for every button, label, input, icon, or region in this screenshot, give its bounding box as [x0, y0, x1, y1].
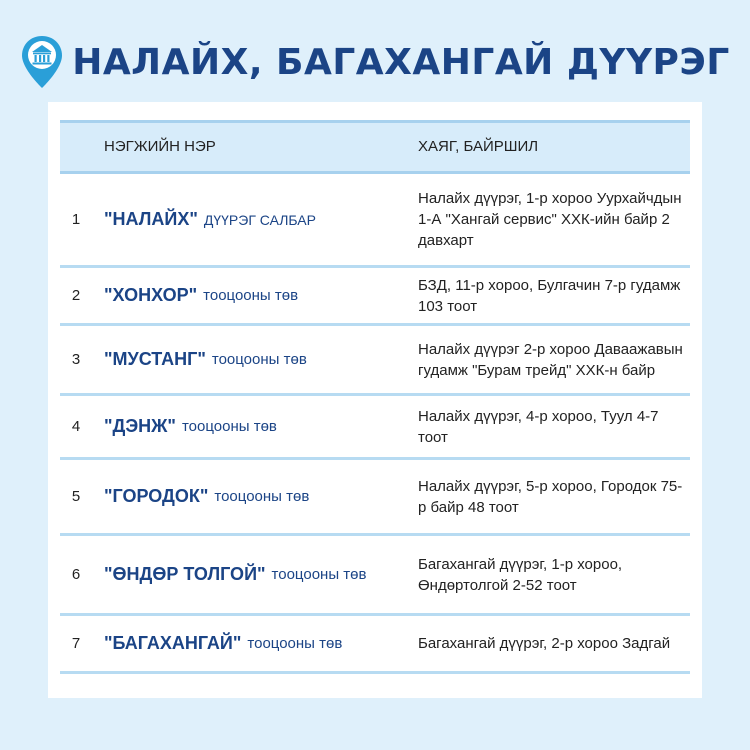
branch-address: Налайх дүүрэг 2-р хороо Даваажавын гудамж "Бурам трейд" ХХК-н байр: [418, 340, 683, 379]
branch-type: тооцооны төв: [247, 635, 343, 652]
row-number: 7: [71, 635, 81, 652]
branch-address: Багахангай дүүрэг, 2-р хороо Задгай: [418, 635, 671, 652]
branch-address: Налайх дүүрэг, 1-р хороо Уурхайчдын 1-А "Хангай сервис" ХХК-ийн байр 2 давхарт: [418, 190, 682, 249]
table-row: [60, 396, 690, 460]
branch-address: Налайх дүүрэг, 4-р хороо, Туул 4-7 тоот: [418, 407, 659, 446]
table-row: [60, 326, 690, 396]
branch-name: [104, 396, 404, 457]
table-row: [60, 460, 690, 536]
branch-type: тооцооны төв: [214, 488, 310, 505]
branch-address: Багахангай дүүрэг, 1-р хороо, Өндөртолгой 2-52 тоот: [418, 555, 623, 594]
row-number: 2: [71, 287, 81, 304]
branch-name: [104, 616, 404, 671]
column-header-name: НЭГЖИЙН НЭР: [104, 138, 216, 155]
row-number: 1: [71, 211, 81, 228]
branch-name: [104, 460, 404, 533]
row-number: 5: [71, 488, 81, 505]
page-title: НАЛАЙХ, БАГАХАНГАЙ ДҮҮРЭГ: [72, 41, 730, 83]
branch-title: "ХОНХОР": [104, 285, 198, 305]
branch-type: тооцооны төв: [211, 351, 307, 368]
branch-table: [48, 102, 702, 698]
branch-type: тооцооны төв: [271, 566, 367, 583]
branch-name: [104, 536, 404, 613]
table-row: [60, 174, 690, 268]
branch-title: "БАГАХАНГАЙ": [104, 633, 242, 653]
row-number: 4: [71, 418, 81, 435]
table-header-row: [60, 120, 690, 174]
branch-name: [104, 268, 404, 323]
branch-title: "ДЭНЖ": [104, 416, 176, 436]
branch-type: тооцооны төв: [181, 418, 277, 435]
row-number: 3: [71, 351, 81, 368]
branch-address: Налайх дүүрэг, 5-р хороо, Городок 75-р байр 48 тоот: [418, 477, 683, 516]
branch-title: "НАЛАЙХ": [104, 209, 198, 229]
branch-title: "ӨНДӨР ТОЛГОЙ": [104, 564, 266, 584]
branch-type: ДҮҮРЭГ САЛБАР: [203, 211, 316, 228]
row-number: 6: [71, 566, 81, 583]
branch-name: [104, 174, 404, 265]
branch-title: "МУСТАНГ": [104, 349, 206, 369]
table-row: [60, 536, 690, 616]
branch-title: "ГОРОДОК": [104, 486, 209, 506]
table-row: [60, 616, 690, 674]
table-row: [60, 268, 690, 326]
building-pin-icon: [20, 34, 64, 90]
branch-name: [104, 326, 404, 393]
branch-address: БЗД, 11-р хороо, Булгачин 7-р гудамж 103 тоот: [418, 276, 681, 315]
branch-type: тооцооны төв: [203, 287, 299, 304]
page-header: [0, 32, 750, 92]
column-header-address: ХАЯГ, БАЙРШИЛ: [418, 138, 539, 155]
